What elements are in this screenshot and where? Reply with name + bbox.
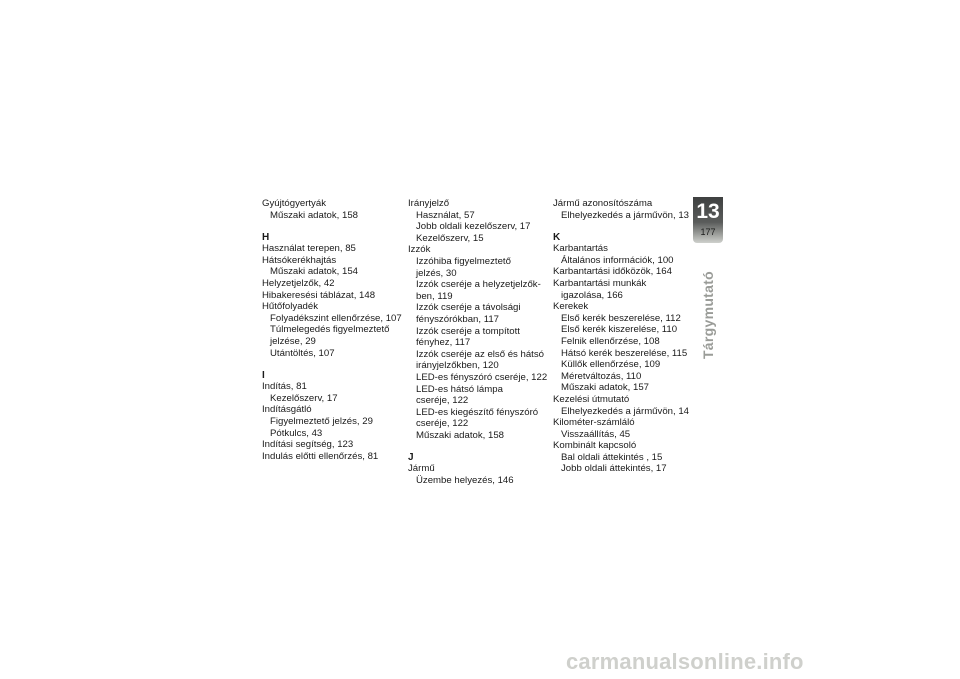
index-subentry: Első kerék kiszerelése, 110 bbox=[561, 324, 678, 336]
index-subentry: Hátsó kerék beszerelése, 115 bbox=[561, 347, 688, 359]
index-entry: Kombinált kapcsoló bbox=[553, 440, 637, 452]
index-subentry: LED-es fényszóró cseréje, 122 bbox=[416, 371, 548, 383]
index-entry: Karbantartási időközök, 164 bbox=[553, 266, 672, 278]
chapter-tab bbox=[693, 197, 723, 243]
index-entry: Helyzetjelzők, 42 bbox=[262, 277, 335, 289]
index-subentry: LED-es hátsó lámpa bbox=[416, 383, 503, 395]
index-entry: Indítási segítség, 123 bbox=[262, 439, 354, 451]
index-column-1 bbox=[262, 198, 404, 462]
index-subentry: Izzók cseréje a helyzetjelzők- bbox=[416, 279, 541, 291]
index-subentry: Általános információk, 100 bbox=[561, 254, 674, 266]
index-entry: Karbantartási munkák bbox=[553, 277, 647, 289]
index-entry: Hátsókerékhajtás bbox=[262, 254, 337, 266]
index-subentry: Túlmelegedés figyelmeztető bbox=[270, 324, 390, 336]
index-entry: Jármű azonosítószáma bbox=[553, 198, 653, 209]
index-subentry: Elhelyezkedés a járművön, 13 bbox=[561, 209, 689, 221]
index-subentry: Használat, 57 bbox=[416, 209, 475, 221]
index-subentry: Izzók cseréje a távolsági bbox=[416, 302, 521, 314]
index-subentry: Bal oldali áttekintés , 15 bbox=[561, 451, 663, 463]
index-subentry: LED-es kiegészítő fényszóró bbox=[416, 406, 539, 418]
index-subentry: Kezelőszerv, 17 bbox=[270, 392, 338, 404]
index-subentry: Jobb oldali áttekintés, 17 bbox=[561, 463, 667, 475]
watermark: carmanualsonline.info bbox=[566, 649, 804, 674]
chapter-number: 13 bbox=[696, 200, 720, 223]
index-subentry: Műszaki adatok, 158 bbox=[416, 429, 504, 441]
index-subentry: Pótkulcs, 43 bbox=[270, 427, 323, 439]
index-entry: Használat terepen, 85 bbox=[262, 243, 356, 255]
index-subentry: Elhelyezkedés a járművön, 14 bbox=[561, 405, 689, 417]
index-subentry: Folyadékszint ellenőrzése, 107 bbox=[270, 312, 402, 324]
index-subentry: cseréje, 122 bbox=[416, 418, 469, 430]
index-entry: Kerekek bbox=[553, 301, 589, 313]
index-subentry: igazolása, 166 bbox=[561, 289, 623, 301]
index-entry: Hibakeresési táblázat, 148 bbox=[262, 289, 376, 301]
index-subentry: irányjelzőkben, 120 bbox=[416, 360, 499, 372]
index-subentry: jelzés, 30 bbox=[416, 267, 457, 279]
index-subentry: Műszaki adatok, 158 bbox=[270, 209, 358, 221]
page-number: 177 bbox=[700, 227, 716, 237]
index-subentry: Izzóhiba figyelmeztető bbox=[416, 255, 511, 267]
index-subentry: Műszaki adatok, 157 bbox=[561, 382, 649, 394]
index-entry: Irányjelző bbox=[408, 198, 450, 209]
index-subentry: Izzók cseréje az első és hátsó bbox=[416, 348, 544, 360]
index-entry: Indulás előtti ellenőrzés, 81 bbox=[262, 450, 379, 462]
index-entry: Kilométer-számláló bbox=[553, 417, 635, 429]
index-entry: Hűtőfolyadék bbox=[262, 301, 318, 313]
index-entry: Karbantartás bbox=[553, 243, 608, 255]
index-entry: Jármű bbox=[408, 463, 435, 475]
index-subentry: Üzembe helyezés, 146 bbox=[416, 475, 514, 487]
index-subentry: Méretváltozás, 110 bbox=[561, 370, 642, 382]
index-entry: Gyújtógyertyák bbox=[262, 198, 326, 209]
index-letter-h: H bbox=[262, 232, 270, 244]
index-entry: Indításgátló bbox=[262, 404, 312, 416]
index-subentry: fényhez, 117 bbox=[416, 337, 471, 349]
index-column-2 bbox=[408, 198, 550, 487]
index-subentry: jelzése, 29 bbox=[270, 335, 316, 347]
index-column-3 bbox=[553, 198, 695, 475]
index-entry: Indítás, 81 bbox=[262, 381, 307, 393]
section-label: Tárgymutató bbox=[700, 270, 716, 360]
index-entry: Izzók bbox=[408, 244, 431, 256]
index-letter-j: J bbox=[408, 452, 414, 464]
index-subentry: Felnik ellenőrzése, 108 bbox=[561, 335, 660, 347]
index-subentry: Visszaállítás, 45 bbox=[561, 428, 631, 440]
index-subentry: Utántöltés, 107 bbox=[270, 347, 335, 359]
index-subentry: fényszórókban, 117 bbox=[416, 313, 500, 325]
index-letter-k: K bbox=[553, 232, 561, 244]
index-subentry: Jobb oldali kezelőszerv, 17 bbox=[416, 221, 531, 233]
index-subentry: ben, 119 bbox=[416, 290, 453, 302]
index-subentry: Kezelőszerv, 15 bbox=[416, 232, 484, 244]
index-subentry: cseréje, 122 bbox=[416, 395, 469, 407]
index-subentry: Első kerék beszerelése, 112 bbox=[561, 312, 681, 324]
index-subentry: Küllők ellenőrzése, 109 bbox=[561, 359, 661, 371]
index-letter-i: I bbox=[262, 370, 265, 382]
index-subentry: Izzók cseréje a tompított bbox=[416, 325, 520, 337]
index-subentry: Figyelmeztető jelzés, 29 bbox=[270, 415, 373, 427]
index-entry: Kezelési útmutató bbox=[553, 393, 630, 405]
index-subentry: Műszaki adatok, 154 bbox=[270, 266, 358, 278]
